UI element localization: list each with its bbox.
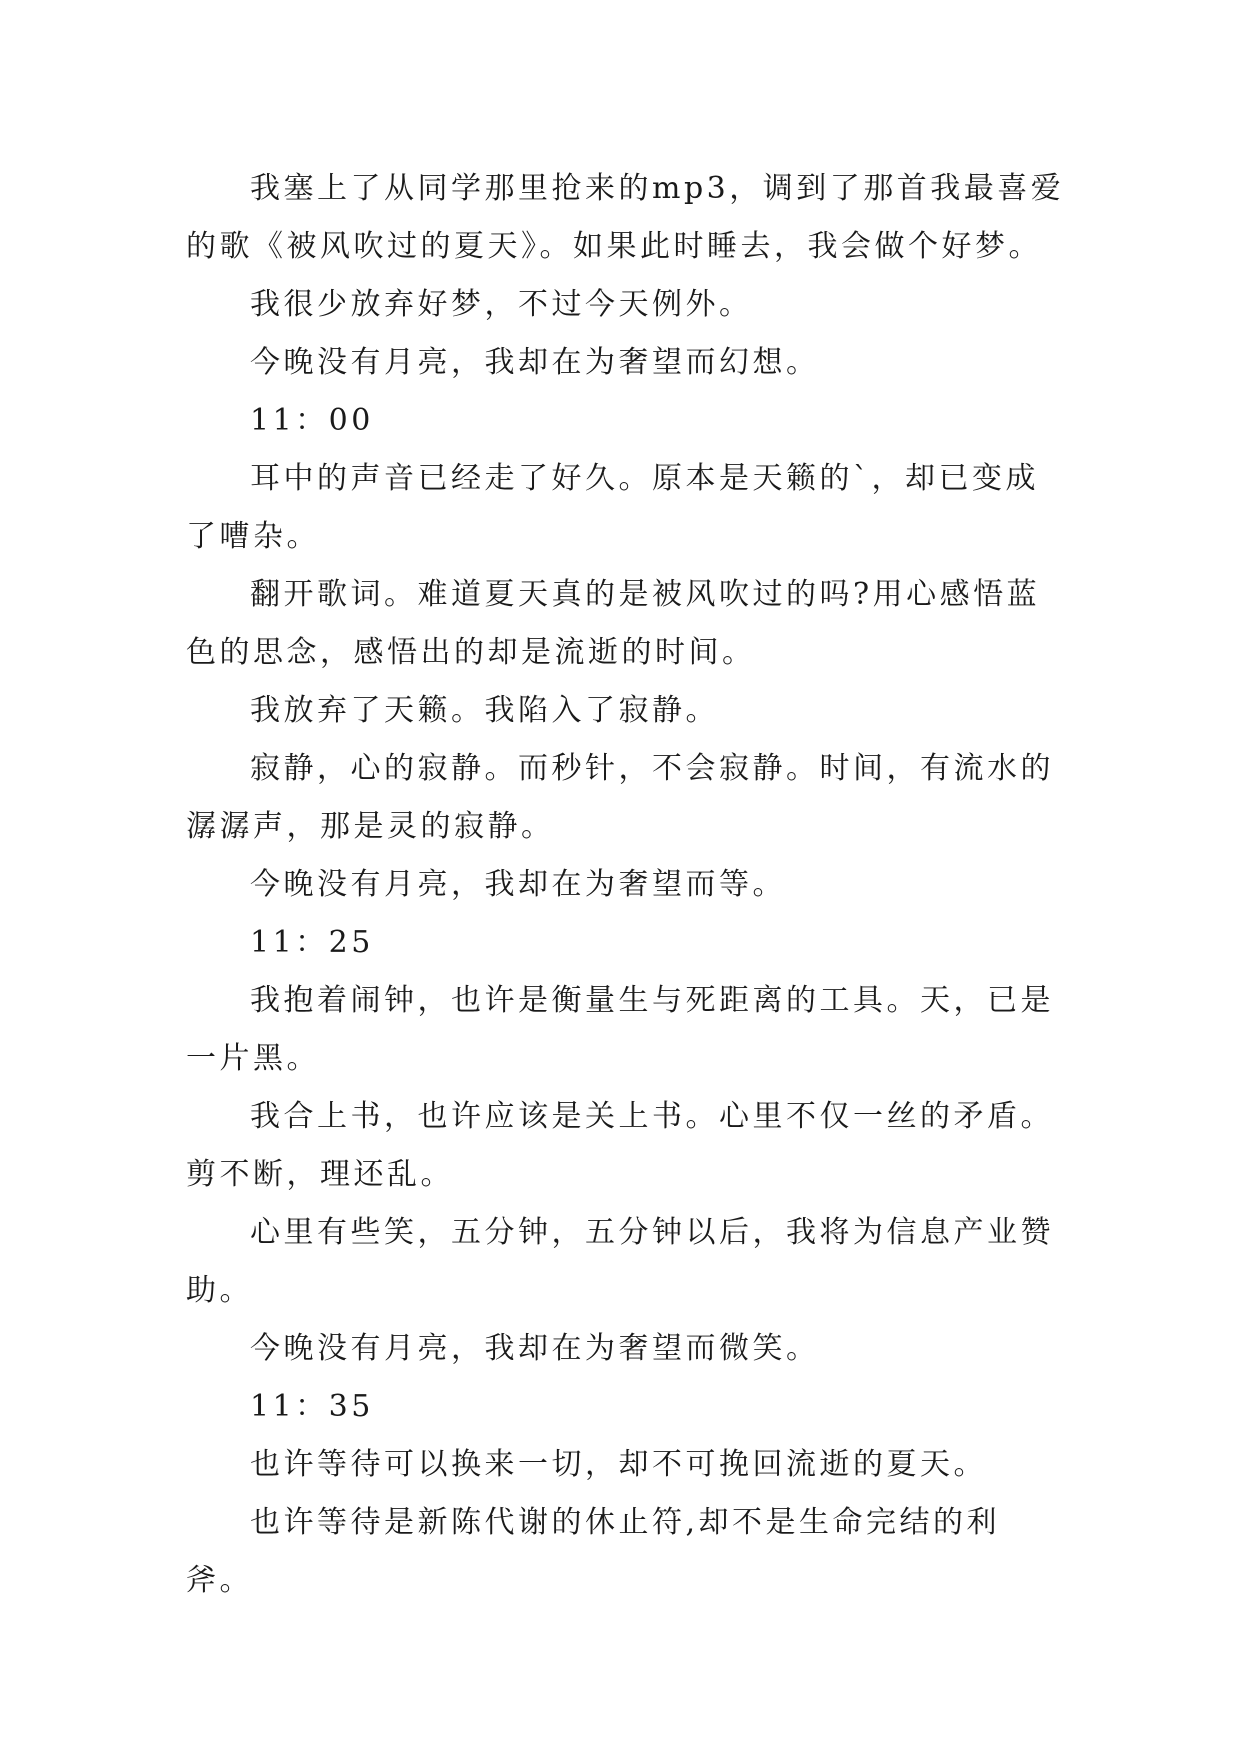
time-stamp: 11：35 xyxy=(250,1389,374,1424)
document-body xyxy=(186,160,1066,1610)
paragraph: 心里有些笑，五分钟，五分钟以后，我将为信息产业赞助。 xyxy=(186,1215,1054,1308)
paragraph: 我塞上了从同学那里抢来的mp3，调到了那首我最喜爱的歌《被风吹过的夏天》。如果此时睡去，我会做个好梦。 xyxy=(186,171,1065,264)
paragraph: 今晚没有月亮，我却在为奢望而幻想。 xyxy=(250,345,820,380)
time-stamp: 11：00 xyxy=(250,403,374,438)
paragraph: 翻开歌词。难道夏天真的是被风吹过的吗?用心感悟蓝色的思念，感悟出的却是流逝的时间。 xyxy=(186,577,1041,670)
paragraph: 我抱着闹钟，也许是衡量生与死距离的工具。天，已是一片黑。 xyxy=(186,983,1054,1076)
paragraph: 今晚没有月亮，我却在为奢望而等。 xyxy=(250,867,786,902)
paragraph: 我放弃了天籁。我陷入了寂静。 xyxy=(250,693,719,728)
paragraph: 耳中的声音已经走了好久。原本是天籁的`，却已变成了嘈杂。 xyxy=(186,461,1039,554)
paragraph: 也许等待可以换来一切，却不可挽回流逝的夏天。 xyxy=(250,1447,987,1482)
time-stamp: 11：25 xyxy=(250,925,374,960)
paragraph: 我很少放弃好梦，不过今天例外。 xyxy=(250,287,753,322)
paragraph: 寂静，心的寂静。而秒针，不会寂静。时间，有流水的潺潺声，那是灵的寂静。 xyxy=(186,751,1054,844)
paragraph: 我合上书，也许应该是关上书。心里不仅一丝的矛盾。剪不断，理还乱。 xyxy=(186,1099,1054,1192)
paragraph: 今晚没有月亮，我却在为奢望而微笑。 xyxy=(250,1331,820,1366)
paragraph: 也许等待是新陈代谢的休止符,却不是生命完结的利斧。 xyxy=(186,1505,1001,1598)
